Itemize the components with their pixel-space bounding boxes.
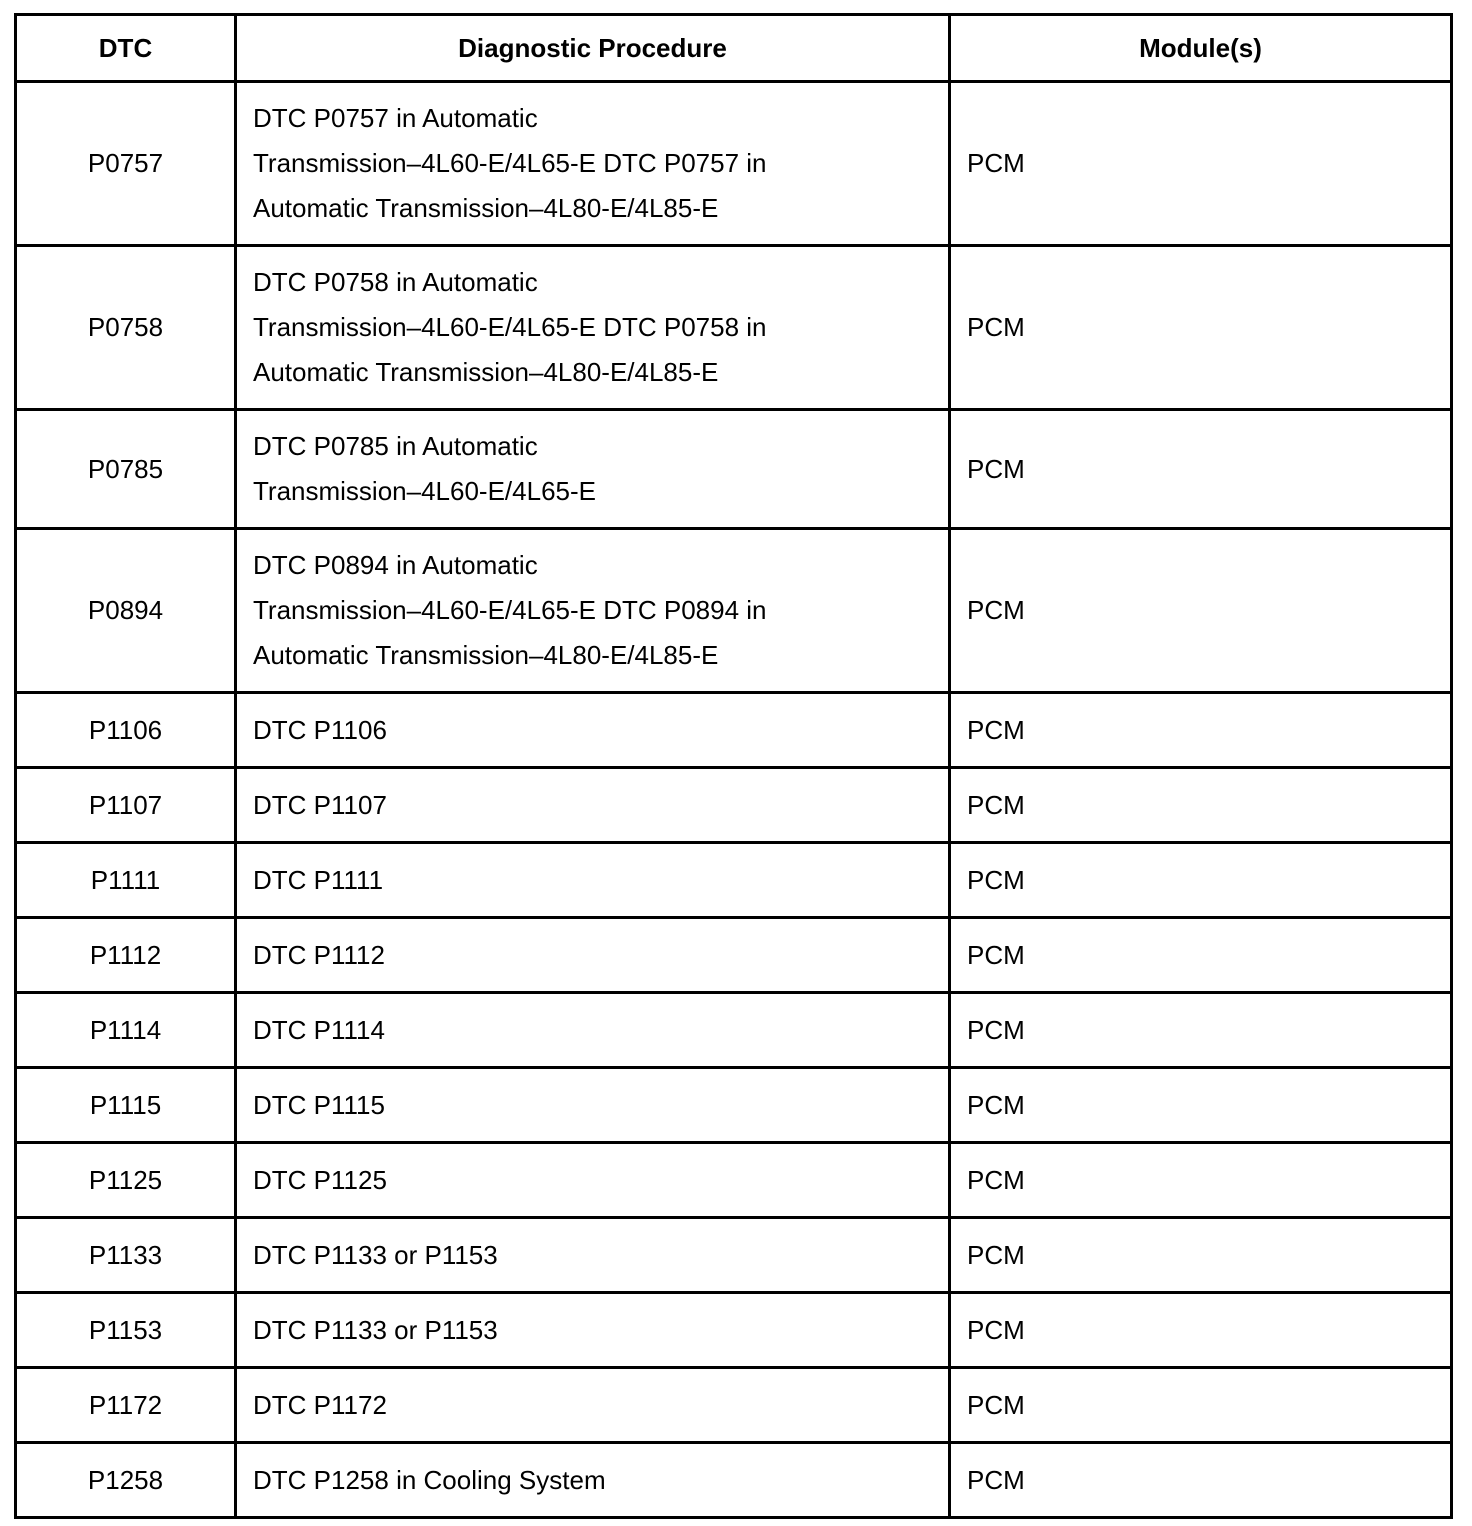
table-row <box>16 918 1452 993</box>
diagnostic-procedure: DTC P1115 <box>236 1068 950 1143</box>
dtc-code: P0758 <box>16 246 236 410</box>
dtc-code: P0757 <box>16 82 236 246</box>
dtc-code: P1111 <box>16 843 236 918</box>
table-row <box>16 529 1452 693</box>
table-row <box>16 1293 1452 1368</box>
module: PCM <box>950 1443 1452 1518</box>
table-row <box>16 1068 1452 1143</box>
module: PCM <box>950 768 1452 843</box>
diagnostic-procedure: DTC P0758 in Automatic Transmission–4L60-E/4L65-E DTC P0758 in Automatic Transmission–4L80-E/4L85-E <box>236 246 950 410</box>
diagnostic-procedure: DTC P0894 in Automatic Transmission–4L60-E/4L65-E DTC P0894 in Automatic Transmission–4L80-E/4L85-E <box>236 529 950 693</box>
module: PCM <box>950 993 1452 1068</box>
table-header-row <box>16 15 1452 82</box>
module: PCM <box>950 843 1452 918</box>
diagnostic-procedure: DTC P1258 in Cooling System <box>236 1443 950 1518</box>
table-row <box>16 246 1452 410</box>
dtc-code: P0894 <box>16 529 236 693</box>
module: PCM <box>950 246 1452 410</box>
module: PCM <box>950 529 1452 693</box>
dtc-code: P1258 <box>16 1443 236 1518</box>
module: PCM <box>950 918 1452 993</box>
diagnostic-procedure: DTC P1106 <box>236 693 950 768</box>
dtc-code: P1115 <box>16 1068 236 1143</box>
diagnostic-procedure: DTC P1125 <box>236 1143 950 1218</box>
module: PCM <box>950 1293 1452 1368</box>
diagnostic-procedure: DTC P1114 <box>236 993 950 1068</box>
diagnostic-procedure: DTC P0785 in Automatic Transmission–4L60-E/4L65-E <box>236 410 950 529</box>
table-row <box>16 993 1452 1068</box>
dtc-code: P1153 <box>16 1293 236 1368</box>
dtc-code: P1114 <box>16 993 236 1068</box>
table-row <box>16 82 1452 246</box>
diagnostic-procedure: DTC P1172 <box>236 1368 950 1443</box>
dtc-code: P1125 <box>16 1143 236 1218</box>
header-diagnostic-procedure: Diagnostic Procedure <box>236 15 950 82</box>
diagnostic-procedure: DTC P0757 in Automatic Transmission–4L60-E/4L65-E DTC P0757 in Automatic Transmission–4L80-E/4L85-E <box>236 82 950 246</box>
module: PCM <box>950 82 1452 246</box>
table-row <box>16 410 1452 529</box>
header-modules: Module(s) <box>950 15 1452 82</box>
module: PCM <box>950 693 1452 768</box>
table-row <box>16 1218 1452 1293</box>
dtc-code: P0785 <box>16 410 236 529</box>
diagnostic-procedure: DTC P1133 or P1153 <box>236 1218 950 1293</box>
diagnostic-procedure: DTC P1133 or P1153 <box>236 1293 950 1368</box>
diagnostic-procedure: DTC P1111 <box>236 843 950 918</box>
table-row <box>16 768 1452 843</box>
dtc-code: P1172 <box>16 1368 236 1443</box>
diagnostic-procedure: DTC P1107 <box>236 768 950 843</box>
dtc-code: P1107 <box>16 768 236 843</box>
header-dtc: DTC <box>16 15 236 82</box>
dtc-table <box>14 13 1453 1519</box>
module: PCM <box>950 1368 1452 1443</box>
table-row <box>16 1143 1452 1218</box>
table-row <box>16 1443 1452 1518</box>
table-row <box>16 693 1452 768</box>
table-row <box>16 1368 1452 1443</box>
table-row <box>16 843 1452 918</box>
module: PCM <box>950 1218 1452 1293</box>
dtc-code: P1133 <box>16 1218 236 1293</box>
module: PCM <box>950 1143 1452 1218</box>
diagnostic-procedure: DTC P1112 <box>236 918 950 993</box>
dtc-code: P1112 <box>16 918 236 993</box>
dtc-code: P1106 <box>16 693 236 768</box>
module: PCM <box>950 1068 1452 1143</box>
module: PCM <box>950 410 1452 529</box>
